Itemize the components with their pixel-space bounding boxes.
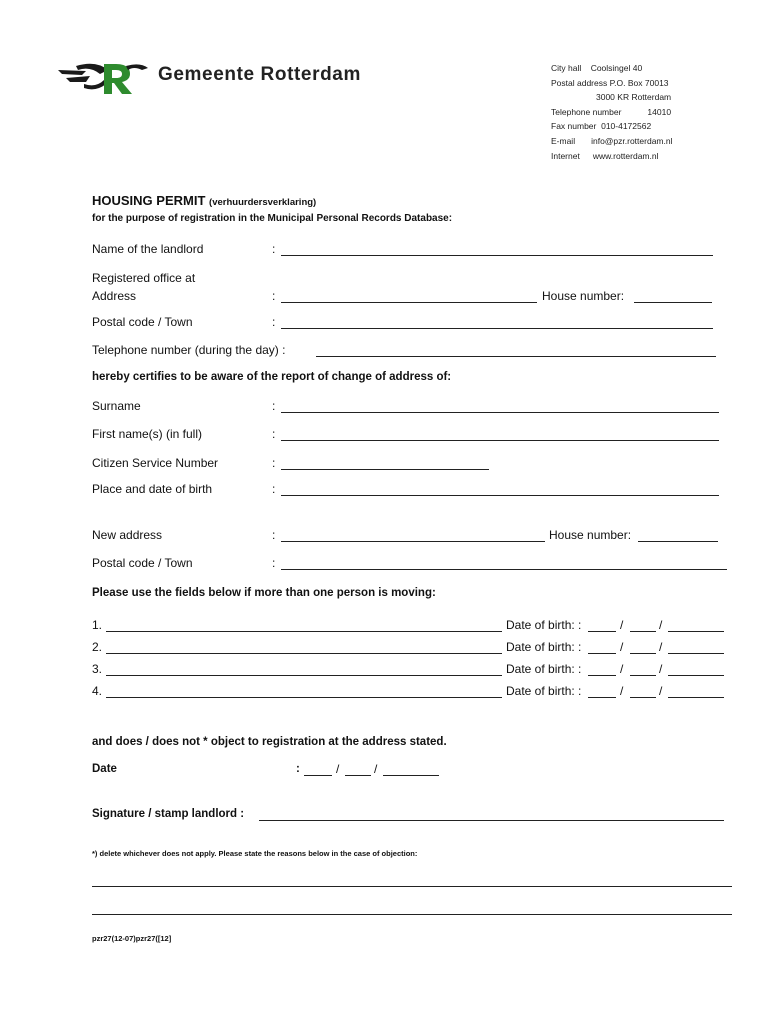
date-month-field[interactable] bbox=[345, 775, 371, 776]
objection-reason-line-2[interactable] bbox=[92, 914, 732, 915]
first-names-label: First name(s) (in full) bbox=[92, 427, 203, 441]
form-code: pzr27(12-07)pzr27([12] bbox=[92, 934, 172, 943]
landlord-house-number-field[interactable] bbox=[634, 302, 712, 303]
person-1-field[interactable] bbox=[106, 631, 502, 632]
colon: : bbox=[272, 482, 276, 496]
contact-fax: Fax number 010-4172562 bbox=[551, 121, 652, 132]
landlord-name-field[interactable] bbox=[281, 255, 713, 256]
person-1-dob-day[interactable] bbox=[588, 631, 616, 632]
date-slash: / bbox=[620, 618, 624, 632]
person-4-dob-month[interactable] bbox=[630, 697, 656, 698]
multi-person-text: Please use the fields below if more than one person is moving: bbox=[92, 587, 436, 599]
municipality-logo bbox=[56, 58, 152, 96]
person-4-dob-day[interactable] bbox=[588, 697, 616, 698]
person-number: 3. bbox=[92, 662, 103, 676]
form-title: HOUSING PERMIT (verhuurdersverklaring) bbox=[92, 193, 317, 208]
first-names-field[interactable] bbox=[281, 440, 719, 441]
new-postal-town-field[interactable] bbox=[281, 569, 727, 570]
person-number: 4. bbox=[92, 684, 103, 698]
colon: : bbox=[272, 456, 276, 470]
org-name: Gemeente Rotterdam bbox=[158, 64, 361, 85]
date-slash: / bbox=[659, 618, 663, 632]
registered-office-label: Registered office at bbox=[92, 271, 196, 285]
postal-town-label-2: Postal code / Town bbox=[92, 556, 193, 570]
contact-city-hall: City hall Coolsingel 40 bbox=[551, 63, 643, 73]
colon: : bbox=[272, 399, 276, 413]
colon: : bbox=[296, 763, 300, 775]
person-3-dob-day[interactable] bbox=[588, 675, 616, 676]
landlord-postal-town-field[interactable] bbox=[281, 328, 713, 329]
birth-field[interactable] bbox=[281, 495, 719, 496]
new-address-field[interactable] bbox=[281, 541, 545, 542]
person-4-dob-year[interactable] bbox=[668, 697, 724, 698]
address-label: Address bbox=[92, 289, 137, 303]
date-label: Date bbox=[92, 763, 117, 775]
date-day-field[interactable] bbox=[304, 775, 332, 776]
new-address-label: New address bbox=[92, 528, 163, 542]
birth-label: Place and date of birth bbox=[92, 482, 213, 496]
date-slash: / bbox=[620, 662, 624, 676]
date-slash: / bbox=[659, 640, 663, 654]
colon: : bbox=[272, 556, 276, 570]
objection-reason-line-1[interactable] bbox=[92, 886, 732, 887]
rotterdam-logo-icon bbox=[56, 58, 152, 96]
house-number-label-2: House number: bbox=[549, 528, 632, 542]
telephone-field[interactable] bbox=[316, 356, 716, 357]
contact-telephone: Telephone number 14010 bbox=[551, 106, 672, 117]
contact-postal-address: Postal address P.O. Box 70013 bbox=[551, 77, 669, 88]
date-slash: / bbox=[620, 684, 624, 698]
dob-label: Date of birth: : bbox=[506, 662, 582, 676]
contact-block bbox=[551, 61, 672, 163]
person-3-dob-year[interactable] bbox=[668, 675, 724, 676]
date-slash: / bbox=[374, 762, 378, 776]
contact-postal-city: 3000 KR Rotterdam bbox=[596, 92, 672, 103]
dob-label: Date of birth: : bbox=[506, 640, 582, 654]
person-number: 1. bbox=[92, 618, 103, 632]
date-slash: / bbox=[336, 762, 340, 776]
dob-label: Date of birth: : bbox=[506, 618, 582, 632]
person-2-dob-day[interactable] bbox=[588, 653, 616, 654]
colon: : bbox=[272, 289, 276, 303]
signature-field[interactable] bbox=[259, 820, 724, 821]
form-subtitle: for the purpose of registration in the Municipal Personal Records Database: bbox=[92, 213, 453, 224]
new-house-number-field[interactable] bbox=[638, 541, 718, 542]
house-number-label: House number: bbox=[542, 289, 625, 303]
person-2-dob-month[interactable] bbox=[630, 653, 656, 654]
colon: : bbox=[272, 242, 276, 256]
person-1-dob-year[interactable] bbox=[668, 631, 724, 632]
person-4-field[interactable] bbox=[106, 697, 502, 698]
date-slash: / bbox=[659, 662, 663, 676]
date-slash: / bbox=[659, 684, 663, 698]
surname-field[interactable] bbox=[281, 412, 719, 413]
dob-label: Date of birth: : bbox=[506, 684, 582, 698]
bsn-field[interactable] bbox=[281, 469, 489, 470]
certifies-text: hereby certifies to be aware of the report of change of address of: bbox=[92, 371, 452, 383]
person-1-dob-month[interactable] bbox=[630, 631, 656, 632]
person-number: 2. bbox=[92, 640, 103, 654]
footnote: *) delete whichever does not apply. Please state the reasons below in the case of objection: bbox=[92, 849, 418, 858]
landlord-address-field[interactable] bbox=[281, 302, 537, 303]
landlord-name-label: Name of the landlord bbox=[92, 242, 204, 256]
telephone-label: Telephone number (during the day) : bbox=[92, 343, 286, 357]
postal-town-label: Postal code / Town bbox=[92, 315, 193, 329]
contact-internet: Internet www.rotterdam.nl bbox=[551, 150, 659, 161]
bsn-label: Citizen Service Number bbox=[92, 456, 219, 470]
form-title-sub: (verhuurdersverklaring) bbox=[209, 197, 317, 208]
surname-label: Surname bbox=[92, 399, 141, 413]
person-2-field[interactable] bbox=[106, 653, 502, 654]
person-3-dob-month[interactable] bbox=[630, 675, 656, 676]
colon: : bbox=[272, 427, 276, 441]
date-year-field[interactable] bbox=[383, 775, 439, 776]
person-3-field[interactable] bbox=[106, 675, 502, 676]
colon: : bbox=[272, 528, 276, 542]
colon: : bbox=[272, 315, 276, 329]
person-2-dob-year[interactable] bbox=[668, 653, 724, 654]
objection-text: and does / does not * object to registration at the address stated. bbox=[92, 736, 447, 748]
contact-email: E-mail info@pzr.rotterdam.nl bbox=[551, 135, 673, 146]
date-slash: / bbox=[620, 640, 624, 654]
signature-label: Signature / stamp landlord : bbox=[92, 808, 245, 820]
